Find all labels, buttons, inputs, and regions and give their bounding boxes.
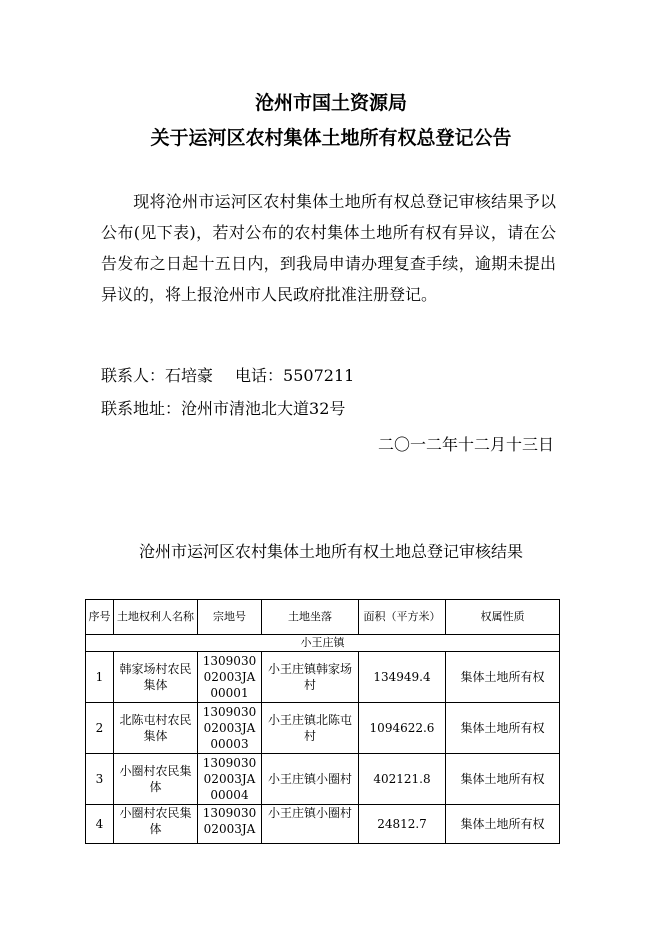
cell-owner: 韩家场村农民集体 — [114, 652, 198, 703]
header-area: 面积（平方米） — [359, 600, 446, 635]
address-value: 沧州市清池北大道32号 — [181, 399, 346, 418]
table-row — [86, 805, 560, 844]
cell-location: 小王庄镇韩家场村 — [262, 652, 359, 703]
header-parcel: 宗地号 — [198, 600, 262, 635]
contact-label: 联系人： — [101, 366, 166, 385]
cell-area: 402121.8 — [359, 754, 446, 805]
cell-parcel: 130903002003JA00004 — [198, 754, 262, 805]
cell-area: 134949.4 — [359, 652, 446, 703]
table-row — [86, 754, 560, 805]
announcement-paragraph — [101, 186, 556, 310]
cell-seq: 1 — [86, 652, 114, 703]
results-table — [85, 599, 560, 844]
phone-number: 5507211 — [283, 366, 355, 385]
cell-nature: 集体土地所有权 — [446, 652, 560, 703]
contact-line — [101, 366, 354, 386]
announcement-text: 现将沧州市运河区农村集体土地所有权总登记审核结果予以公布(见下表)，若对公布的农村集体土地所有权有异议，请在公告发布之日起十五日内，到我局申请办理复查手续，逾期未提出异议的，将上报沧州市人民政府批准注册登记。 — [101, 192, 556, 304]
cell-seq: 2 — [86, 703, 114, 754]
cell-location: 小王庄镇北陈屯村 — [262, 703, 359, 754]
address-label: 联系地址： — [101, 399, 182, 418]
cell-seq: 4 — [86, 805, 114, 844]
table-caption: 沧州市运河区农村集体土地所有权土地总登记审核结果 — [138, 542, 523, 561]
cell-owner: 小圈村农民集体 — [114, 805, 198, 844]
cell-nature: 集体土地所有权 — [446, 754, 560, 805]
contact-name: 石培豪 — [165, 366, 214, 385]
announcement-title: 关于运河区农村集体土地所有权总登记公告 — [150, 127, 512, 149]
cell-owner: 小圈村农民集体 — [114, 754, 198, 805]
cell-owner: 北陈屯村农民集体 — [114, 703, 198, 754]
header-seq: 序号 — [86, 600, 114, 635]
header-location: 土地坐落 — [262, 600, 359, 635]
cell-nature: 集体土地所有权 — [446, 703, 560, 754]
table-row — [86, 652, 560, 703]
address-line — [101, 399, 345, 419]
header-owner: 土地权利人名称 — [114, 600, 198, 635]
cell-area: 24812.7 — [359, 805, 446, 844]
town-group-row: 小王庄镇 — [86, 635, 560, 652]
table-row — [86, 703, 560, 754]
cell-parcel: 130903002003JA00003 — [198, 703, 262, 754]
announcement-date: 二〇一二年十二月十三日 — [377, 435, 554, 454]
header-nature: 权属性质 — [446, 600, 560, 635]
cell-area: 1094622.6 — [359, 703, 446, 754]
cell-location: 小王庄镇小圈村 — [262, 754, 359, 805]
cell-location: 小王庄镇小圈村 — [262, 805, 359, 844]
cell-parcel: 130903002003JA00001 — [198, 652, 262, 703]
issuing-authority: 沧州市国土资源局 — [254, 92, 407, 114]
cell-parcel: 130903002003JA — [198, 805, 262, 844]
phone-label: 电话： — [235, 366, 284, 385]
cell-nature: 集体土地所有权 — [446, 805, 560, 844]
cell-seq: 3 — [86, 754, 114, 805]
